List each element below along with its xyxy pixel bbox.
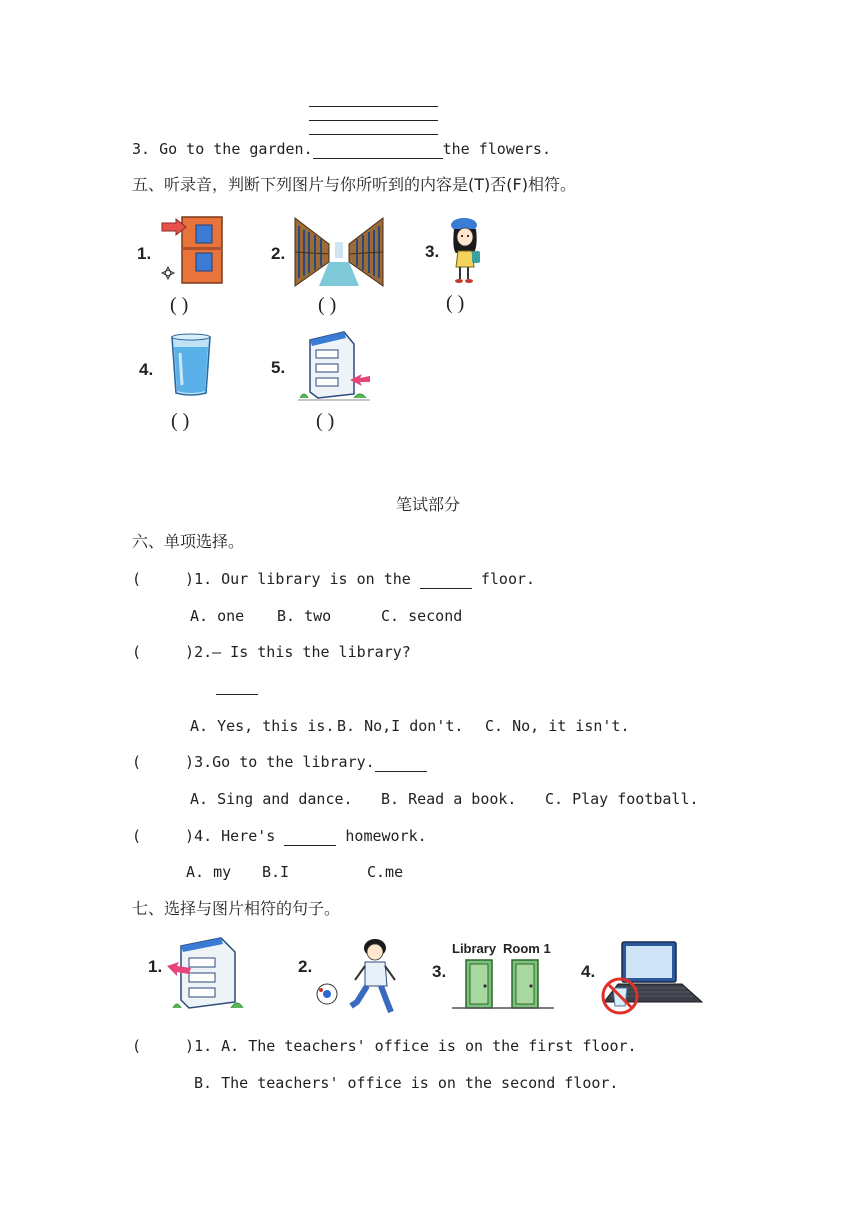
glass-of-water-icon [170, 333, 212, 397]
answer-bracket[interactable]: ( ) [446, 292, 465, 314]
office-building-arrow-icon [165, 936, 249, 1012]
option-a[interactable]: A. Yes, this is. [190, 717, 335, 735]
answer-paren-close: ) [185, 1037, 195, 1055]
office-building-icon [296, 330, 372, 402]
writing-line [309, 106, 438, 107]
question-stem: 2.— Is this the library? [194, 643, 411, 661]
picture-number: 4. [581, 962, 596, 981]
written-part-title: 笔试部分 [396, 495, 461, 514]
section-5-title: 五、听录音，判断下列图片与你所听到的内容是(T)否(F)相符。 [132, 175, 576, 194]
answer-paren-close: ) [185, 753, 195, 771]
option-a[interactable]: A. Sing and dance. [190, 790, 353, 808]
library-room-doors-icon [452, 958, 554, 1012]
section-6-title: 六、单项选择。 [132, 532, 245, 551]
answer-paren-close: ) [185, 570, 195, 588]
library-bookshelves-icon [295, 218, 383, 286]
boy-kicking-football-icon [315, 936, 405, 1020]
picture-number: 5. [271, 358, 286, 377]
answer-paren-close: ) [185, 643, 195, 661]
no-drinks-laptop-icon [598, 940, 702, 1016]
answer-blank[interactable] [420, 588, 472, 589]
question-3-line [132, 139, 551, 159]
question-2 [132, 642, 411, 662]
answer-blank[interactable] [216, 694, 258, 695]
answer-bracket[interactable]: ( ) [316, 410, 335, 432]
question-stem: 1. Our library is on the [194, 570, 411, 588]
picture-number: 1. [137, 244, 152, 263]
option-b[interactable]: B. No,I don't. [337, 717, 464, 735]
option-b[interactable]: B. Read a book. [381, 790, 517, 808]
option-c[interactable]: C. No, it isn't. [485, 717, 630, 735]
answer-paren-open[interactable]: ( [132, 1037, 142, 1055]
question-text-after: the flowers. [442, 140, 551, 158]
section-7-title: 七、选择与图片相符的句子。 [132, 899, 341, 918]
option-b[interactable]: B. two [277, 607, 332, 625]
girl-with-cap-icon [448, 215, 484, 285]
question-3 [132, 752, 427, 772]
answer-paren-close: ) [185, 827, 195, 845]
option-a[interactable]: 1. A. The teachers' office is on the first floor. [194, 1037, 637, 1055]
picture-number: 2. [271, 244, 286, 263]
question-stem-after: homework. [345, 827, 427, 845]
answer-bracket[interactable]: ( ) [171, 410, 190, 432]
option-a[interactable]: A. one [190, 607, 245, 625]
answer-paren-open[interactable]: ( [132, 753, 142, 771]
option-a[interactable]: A. my [186, 863, 232, 881]
option-c[interactable]: C. second [381, 607, 463, 625]
question-stem: 3.Go to the library. [194, 753, 375, 771]
question-stem-after: floor. [480, 570, 536, 588]
door-label-room: Room 1 [503, 941, 551, 956]
building-with-arrow-icon [160, 215, 226, 285]
picture-number: 3. [432, 962, 447, 981]
answer-blank[interactable] [284, 845, 336, 846]
answer-paren-open[interactable]: ( [132, 643, 142, 661]
answer-bracket[interactable]: ( ) [170, 294, 189, 316]
picture-number: 4. [139, 360, 154, 379]
question-4 [132, 826, 427, 846]
section-7-question-1 [132, 1036, 637, 1056]
picture-number: 1. [148, 957, 163, 976]
option-b[interactable]: B. The teachers' office is on the second floor. [194, 1074, 619, 1092]
option-c[interactable]: C. Play football. [545, 790, 699, 808]
option-c[interactable]: C.me [367, 863, 404, 881]
option-b[interactable]: B.I [262, 863, 290, 881]
question-stem: 4. Here's [194, 827, 276, 845]
answer-blank[interactable] [375, 771, 427, 772]
picture-number: 2. [298, 957, 313, 976]
answer-paren-open[interactable]: ( [132, 570, 142, 588]
question-text-before: Go to the garden. [159, 140, 313, 158]
question-1 [132, 569, 535, 589]
writing-line [309, 134, 438, 135]
answer-paren-open[interactable]: ( [132, 827, 142, 845]
answer-bracket[interactable]: ( ) [318, 294, 337, 316]
door-label-library: Library [452, 941, 497, 956]
picture-number: 3. [425, 242, 440, 261]
answer-blank[interactable] [313, 158, 443, 159]
question-number: 3. [132, 140, 151, 158]
writing-line [309, 120, 438, 121]
